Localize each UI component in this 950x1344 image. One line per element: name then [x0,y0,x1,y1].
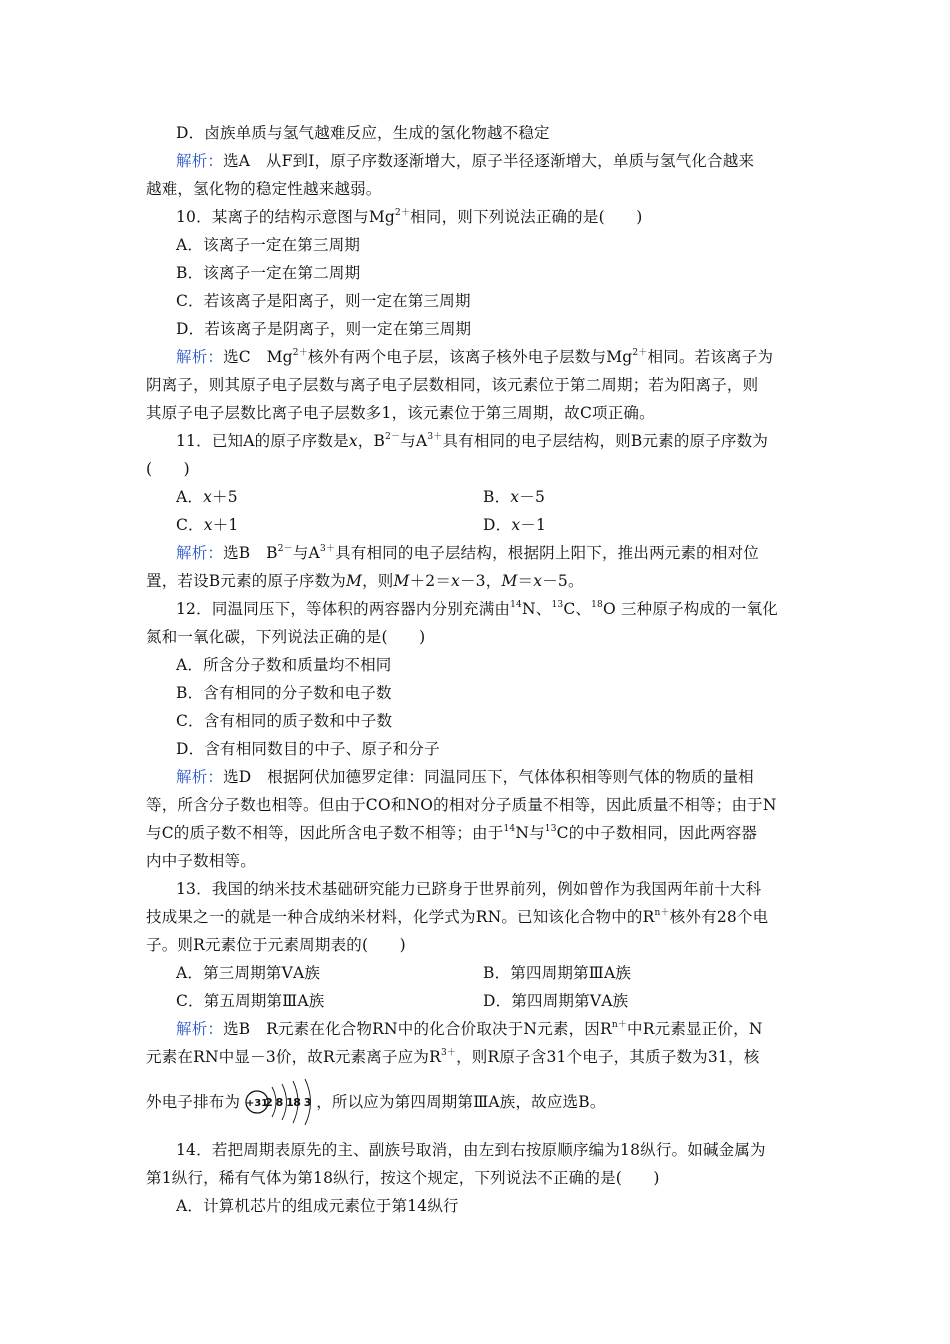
q10-analysis-line-1: 解析：选C $Mg^{2+}$核外有两个电子层，该离子核外电子层数与$Mg^{2+}$相同。若该离子为 [176,347,774,366]
q10-analysis-line-3: 其原子电子层数比离子电子层数多1，该元素位于第三周期，故C项正确。 [146,404,655,422]
nucleus-label: +31 [245,1098,269,1109]
q13-stem-line-1: 13．我国的纳米技术基础研究能力已跻身于世界前列，例如曾作为我国两年前十大科 [176,880,762,898]
q10-analysis-line-2: 阴离子，则其原子电子层数与离子电子层数相同，该元素位于第二周期；若为阳离子，则 [146,376,759,394]
q12-analysis-line-1: 解析：选D 根据阿伏加德罗定律：同温同压下，气体体积相等则气体的物质的量相 [176,768,754,786]
q13-option-c: C．第五周期第ⅢA族 [176,992,325,1010]
q11-stem-line-2: ( ) [146,460,190,478]
q12-option-c: C．含有相同的质子数和中子数 [176,712,393,730]
q10-stem: 10．某离子的结构示意图与$Mg^{2+}$相同，则下列说法正确的是( ) [176,207,643,226]
q11-option-c: C．x＋1 [176,516,239,534]
q12-stem-line-2: 氮和一氧化碳，下列说法正确的是( ) [146,628,426,646]
q13-analysis-line-3: 外电子排布为 ，所以应为第四周期第ⅢA族，故应选B。 [146,1093,606,1111]
q14-stem-line-2: 第1纵行，稀有气体为第18纵行，按这个规定，下列说法不正确的是( ) [146,1169,660,1187]
q11-option-b: B．x－5 [483,488,546,506]
q13-option-a: A．第三周期第ⅤA族 [176,964,321,982]
q13-analysis-line-1: 解析：选B R元素在化合物RN中的化合价取决于N元素，因$R^{n+}$中R元素显正价，N [176,1019,763,1038]
q9-option-d: D．卤族单质与氢气越难反应，生成的氢化物越不稳定 [176,124,550,142]
q12-option-b: B．含有相同的分子数和电子数 [176,684,392,702]
q10-option-c: C．若该离子是阳离子，则一定在第三周期 [176,292,471,310]
q13-option-d: D．第四周期第ⅤA族 [483,992,629,1010]
q11-option-a: A．x＋5 [176,488,238,506]
q11-option-d: D．x－1 [483,516,547,534]
q14-option-a: A．计算机芯片的组成元素位于第14纵行 [176,1197,459,1215]
q10-option-d: D．若该离子是阴离子，则一定在第三周期 [176,320,472,338]
q10-option-a: A．该离子一定在第三周期 [176,236,361,254]
q9-analysis-line-1: 解析：选A 从F到I，原子序数逐渐增大，原子半径逐渐增大，单质与氢气化合越来 [176,152,755,170]
q12-analysis-line-2: 等，所含分子数也相等。但由于CO和NO的相对分子质量不相等，因此质量不相等；由于N [146,796,777,814]
q13-option-b: B．第四周期第ⅢA族 [483,964,632,982]
analysis-label: 解析： [176,152,224,170]
q12-analysis-line-3: 与C的质子数不相等，因此所含电子数不相等；由于$^{14}$N与$^{13}$C的中子数相同，因此两容器 [146,823,758,842]
q13-stem-line-2: 技成果之一的就是一种合成纳米材料，化学式为RN。已知该化合物中的$R^{n+}$核外有28个电 [146,907,769,926]
atomic-structure-diagram [244,1073,324,1125]
q12-option-d: D．含有相同数目的中子、原子和分子 [176,740,440,758]
q11-stem: 11．已知A的原子序数是x，$B^{2-}$与$A^{3+}$具有相同的电子层结构，则B元素的原子序数为 [176,431,769,450]
q9-analysis-line-2: 越难，氢化物的稳定性越来越弱。 [146,180,382,198]
q13-stem-line-3: 子。则R元素位于元素周期表的( ) [146,936,406,954]
analysis-label: 解析： [176,544,224,562]
q11-analysis-line-2: 置，若设B元素的原子序数为M，则M＋2＝x－3，M＝x－5。 [146,572,584,590]
q11-analysis-line-1: 解析：选B $B^{2-}$与$A^{3+}$具有相同的电子层结构，根据阴上阳下，推出两元素的相对位 [176,543,759,562]
analysis-label: 解析： [176,1020,224,1038]
q14-stem-line-1: 14．若把周期表原先的主、副族号取消，由左到右按原顺序编为18纵行。如碱金属为 [176,1141,766,1159]
q10-option-b: B．该离子一定在第二周期 [176,264,361,282]
q13-analysis-line-2: 元素在RN中显－3价，故R元素离子应为$R^{3+}$，则R原子含31个电子，其质子数为31，核 [146,1047,760,1066]
q12-analysis-line-4: 内中子数相等。 [146,852,256,870]
shell-electron-counts: 2 8 18 3 [265,1096,311,1109]
analysis-label: 解析： [176,768,224,786]
analysis-label: 解析： [176,348,224,366]
q12-stem: 12．同温同压下，等体积的两容器内分别充满由$^{14}$N、$^{13}$C、$^{18}$O 三种原子构成的一氧化 [176,599,778,618]
q12-option-a: A．所含分子数和质量均不相同 [176,656,392,674]
